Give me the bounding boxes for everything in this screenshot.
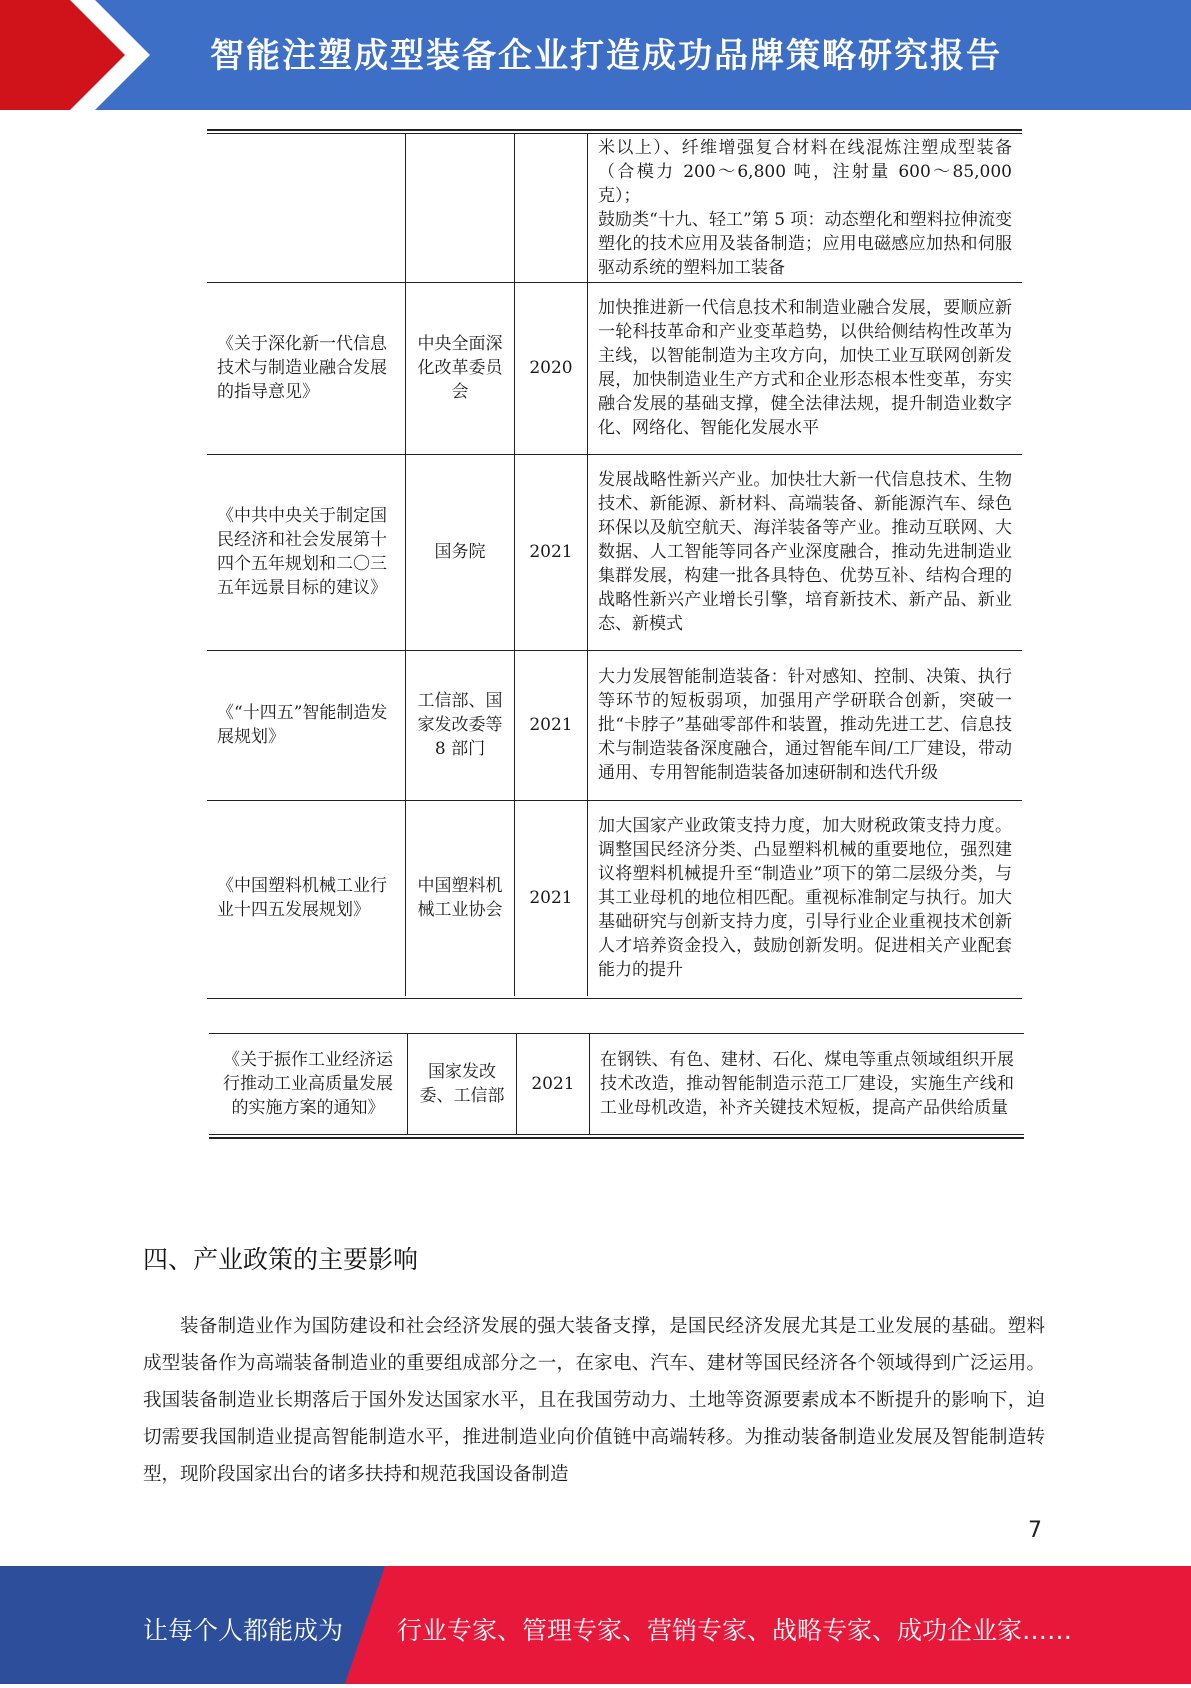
year-cell: 2021 [515,454,588,650]
table2-bottom-rule [209,1134,1024,1139]
issuer-cell: 中央全面深化改革委员会 [406,282,515,454]
policy-table-continued [209,1034,1024,1134]
year-cell: 2020 [515,282,588,454]
content-cell: 加大国家产业政策支持力度，加大财税政策支持力度。调整国民经济分类、凸显塑料机械的重要地位，强烈建议将塑料机械提升至“制造业”项下的第二层级分类，与其工业母机的地位相匹配。重视标准制定与执行。加大基础研究与创新支持力度，引导行业企业重视技术创新人才培养资金投入，鼓励创新发明。促进相关产业配套能力的提升 [588,800,1023,996]
table-row [207,650,1022,800]
issuer-cell: 中国塑料机械工业协会 [406,800,515,996]
section-paragraph: 装备制造业作为国防建设和社会经济发展的强大装备支撑，是国民经济发展尤其是工业发展的基础。塑料成型装备作为高端装备制造业的重要组成部分之一，在家电、汽车、建材等国民经济各个领域得到广泛运用。我国装备制造业长期落后于国外发达国家水平，且在我国劳动力、土地等资源要素成本不断提升的影响下，迫切需要我国制造业提高智能制造水平，推进制造业向价值链中高端转移。为推动装备制造业发展及智能制造转型，现阶段国家出台的诸多扶持和规范我国设备制造 [143,1316,1045,1485]
year-cell: 2021 [515,650,588,800]
policy-name-cell [207,134,406,282]
report-title: 智能注塑成型装备企业打造成功品牌策略研究报告 [210,36,1002,76]
policy-name-cell: 《中共中央关于制定国民经济和社会发展第十四个五年规划和二〇三五年远景目标的建议》 [207,454,406,650]
table-row [207,800,1022,996]
table-row [207,454,1022,650]
section-heading: 四、产业政策的主要影响 [143,1245,419,1274]
footer-slogan-right: 行业专家、管理专家、营销专家、战略专家、成功企业家…… [397,1616,1073,1645]
policy-name-cell: 《关于深化新一代信息技术与制造业融合发展的指导意见》 [207,282,406,454]
issuer-cell: 工信部、国家发改委等 8 部门 [406,650,515,800]
table-row [209,1034,1024,1134]
table-row [207,282,1022,454]
content-cell: 大力发展智能制造装备：针对感知、控制、决策、执行等环节的短板弱项，加强用产学研联合创新，突破一批“卡脖子”基础零部件和装置，推动先进工艺、信息技术与制造装备深度融合，通过智能车间/工厂建设，带动通用、专用智能制造装备加速研制和迭代升级 [588,650,1023,800]
footer-slogan-left: 让每个人都能成为 [143,1616,344,1645]
content-cell: 在钢铁、有色、建材、石化、煤电等重点领域组织开展技术改造，推动智能制造示范工厂建设，实施生产线和工业母机改造，补齐关键技术短板，提高产品供给质量 [590,1034,1025,1134]
table-row [207,134,1022,282]
year-cell: 2021 [515,800,588,996]
content-cell: 发展战略性新兴产业。加快壮大新一代信息技术、生物技术、新能源、新材料、高端装备、新能源汽车、绿色环保以及航空航天、海洋装备等产业。推动互联网、大数据、人工智能等同各产业深度融合，推动先进制造业集群发展，构建一批各具特色、优势互补、结构合理的战略性新兴产业增长引擎，培育新技术、新产品、新业态、新模式 [588,454,1023,650]
year-cell: 2021 [517,1034,590,1134]
issuer-cell: 国务院 [406,454,515,650]
policy-table [207,134,1022,996]
issuer-cell [406,134,515,282]
page-header [0,0,1191,110]
content-cell: 加快推进新一代信息技术和制造业融合发展，要顺应新一轮科技革命和产业变革趋势，以供给侧结构性改革为主线，以智能制造为主攻方向，加快工业互联网创新发展，加快制造业生产方式和企业形态根本性变革，夯实融合发展的基础支撑，健全法律法规，提升制造业数字化、网络化、智能化发展水平 [588,282,1023,454]
content-cell: 米以上）、纤维增强复合材料在线混炼注塑成型装备（合模力 200～6,800 吨，注射量 600～85,000 克）； 鼓励类“十九、轻工”第 5 项：动态塑化和塑料拉伸流变塑化的技术应用及装备制造；应用电磁感应加热和伺服驱动系统的塑料加工装备 [588,134,1023,282]
policy-name-cell: 《中国塑料机械工业行业十四五发展规划》 [207,800,406,996]
policy-name-cell: 《关于振作工业经济运行推动工业高质量发展的实施方案的通知》 [209,1034,408,1134]
policy-name-cell: 《“十四五”智能制造发展规划》 [207,650,406,800]
year-cell [515,134,588,282]
table-bottom-rule [207,998,1022,999]
issuer-cell: 国家发改委、工信部 [408,1034,517,1134]
page-number: 7 [1028,1518,1042,1543]
